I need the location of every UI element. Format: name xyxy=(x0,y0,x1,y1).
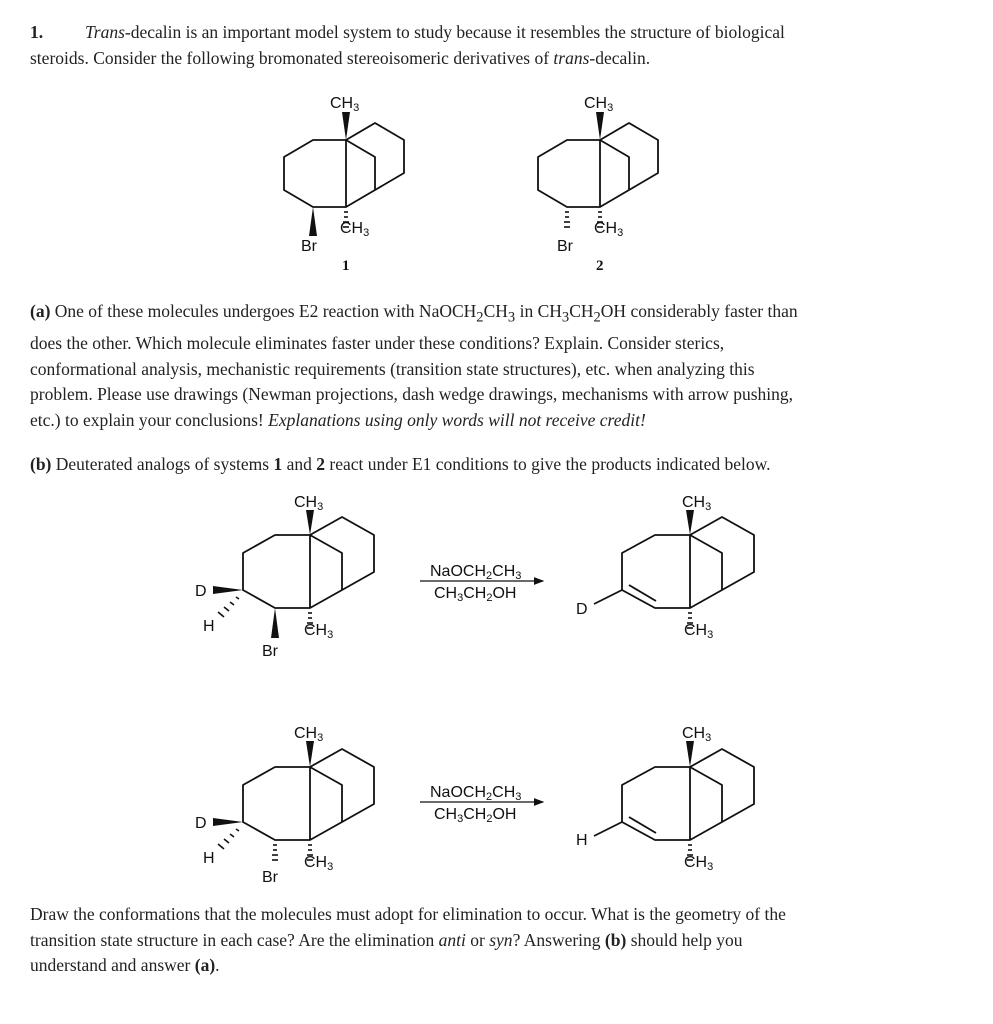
closing-syn: syn xyxy=(489,929,513,950)
part-a-label: (a) xyxy=(30,301,51,321)
bromo-wedge xyxy=(271,608,279,638)
decalin-ring-left xyxy=(538,140,629,207)
intro-text-1: -decalin is an important model system to study because it resembles the structure of biological xyxy=(124,22,785,42)
alkene-double-bond xyxy=(629,585,656,601)
part-a-text: OH considerably faster than xyxy=(600,301,798,321)
decalin-ring-left xyxy=(622,767,722,840)
bromo-hash xyxy=(272,845,278,860)
bromo-hash xyxy=(564,212,570,227)
intro-trans: Trans xyxy=(85,22,125,42)
subscript: 3 xyxy=(561,309,570,326)
part-a-line-4: problem. Please use drawings (Newman projections, dash wedge drawings, mechanisms with arrow pushing, xyxy=(30,384,794,404)
substituent-bond xyxy=(594,822,622,836)
reaction-1-arrow xyxy=(420,563,543,604)
methyl-bottom-label: CH3 xyxy=(304,622,334,641)
reaction-2-arrow xyxy=(420,784,543,825)
compound-number-2: 2 xyxy=(596,258,604,274)
question-number: 1. xyxy=(30,22,44,42)
compound-ref-2: 2 xyxy=(316,454,326,474)
closing-line-1: Draw the conformations that the molecules must adopt for elimination to occur. What is the geometry of the xyxy=(30,904,786,924)
methyl-bottom-label: CH3 xyxy=(684,854,714,873)
hydrogen-hash xyxy=(218,829,239,849)
intro-text-3: -decalin. xyxy=(589,47,651,68)
hydrogen-label: H xyxy=(203,850,215,867)
closing-text: transition state structure in each case? Are the elimination xyxy=(30,929,439,950)
part-a-line-2: does the other. Which molecule eliminates faster under these conditions? Explain. Consider sterics, xyxy=(30,333,725,353)
deuterium-wedge xyxy=(213,818,243,826)
methyl-bottom-label: CH3 xyxy=(594,220,624,239)
closing-text: ? Answering xyxy=(512,929,605,950)
methyl-top-label: CH3 xyxy=(682,725,712,744)
intro-trans-2: trans xyxy=(553,47,590,68)
decalin-ring-left xyxy=(243,767,342,840)
subscript: 3 xyxy=(507,309,516,326)
methyl-wedge xyxy=(342,112,350,140)
hydrogen-label: H xyxy=(576,832,588,849)
methyl-wedge xyxy=(686,510,694,535)
part-a-text: in CH xyxy=(515,301,562,321)
part-a-text: CH xyxy=(483,301,508,321)
deuterium-wedge xyxy=(213,586,243,594)
methyl-top-label: CH3 xyxy=(294,494,324,513)
methyl-wedge xyxy=(596,112,604,140)
part-a-line-5: etc.) to explain your conclusions! xyxy=(30,409,269,430)
closing-ref-a: (a) xyxy=(194,955,216,975)
methyl-bottom-label: CH3 xyxy=(340,220,370,239)
bromo-wedge xyxy=(309,207,317,236)
molecule-2 xyxy=(538,95,658,274)
part-a-text: CH xyxy=(569,301,594,321)
part-b-label: (b) xyxy=(30,454,52,474)
deuterium-label: D xyxy=(195,583,207,600)
alkene-double-bond xyxy=(629,817,656,833)
part-a-text: One of these molecules undergoes E2 reaction with NaOCH xyxy=(50,301,477,321)
bromo-label: Br xyxy=(262,643,278,660)
reagent-1: NaOCH2CH3 xyxy=(430,784,522,803)
part-b-text: Deuterated analogs of systems xyxy=(51,454,274,474)
closing-text: . xyxy=(215,955,220,975)
subscript: 2 xyxy=(593,309,601,326)
bromo-label: Br xyxy=(301,238,317,255)
methyl-top-label: CH3 xyxy=(294,725,324,744)
reaction-2-product xyxy=(576,725,754,873)
methyl-bottom-label: CH3 xyxy=(684,622,714,641)
reaction-2-reactant xyxy=(195,725,374,886)
substituent-bond xyxy=(594,590,622,604)
closing-anti: anti xyxy=(438,929,466,950)
reagent-2: CH3CH2OH xyxy=(434,585,517,604)
credit-warning: Explanations using only words will not receive credit! xyxy=(268,409,646,430)
decalin-ring-left xyxy=(622,535,722,608)
methyl-wedge xyxy=(306,510,314,535)
reaction-1-product xyxy=(576,494,754,641)
closing-text: should help you xyxy=(626,929,743,950)
hydrogen-label: H xyxy=(203,618,215,635)
methyl-top-label: CH3 xyxy=(330,95,360,114)
subscript: 2 xyxy=(476,309,484,326)
part-b-text: and xyxy=(282,454,317,474)
closing-ref-b: (b) xyxy=(604,929,627,950)
molecule-1 xyxy=(284,95,404,274)
part-a-line-3: conformational analysis, mechanistic requirements (transition state structures), etc. when analyzing this xyxy=(30,358,755,379)
closing-text: understand and answer xyxy=(30,955,195,975)
bromo-label: Br xyxy=(557,238,573,255)
bromo-label: Br xyxy=(262,869,278,886)
methyl-top-label: CH3 xyxy=(682,494,712,513)
hydrogen-hash xyxy=(218,597,239,617)
deuterium-label: D xyxy=(195,815,207,832)
part-b-text: react under E1 conditions to give the products indicated below. xyxy=(325,454,771,474)
compound-ref-1: 1 xyxy=(273,454,283,474)
decalin-ring-left xyxy=(243,535,342,608)
methyl-wedge xyxy=(306,741,314,767)
decalin-ring-left xyxy=(284,140,375,207)
methyl-bottom-label: CH3 xyxy=(304,854,334,873)
methyl-top-label: CH3 xyxy=(584,95,614,114)
compound-number-1: 1 xyxy=(342,258,350,274)
reagent-2: CH3CH2OH xyxy=(434,806,517,825)
closing-text: or xyxy=(465,929,490,950)
reaction-1-reactant xyxy=(195,494,374,660)
methyl-wedge xyxy=(686,741,694,767)
reagent-1: NaOCH2CH3 xyxy=(430,563,522,582)
deuterium-label: D xyxy=(576,601,588,618)
intro-text-2: steroids. Consider the following bromonated stereoisomeric derivatives of xyxy=(30,47,554,68)
